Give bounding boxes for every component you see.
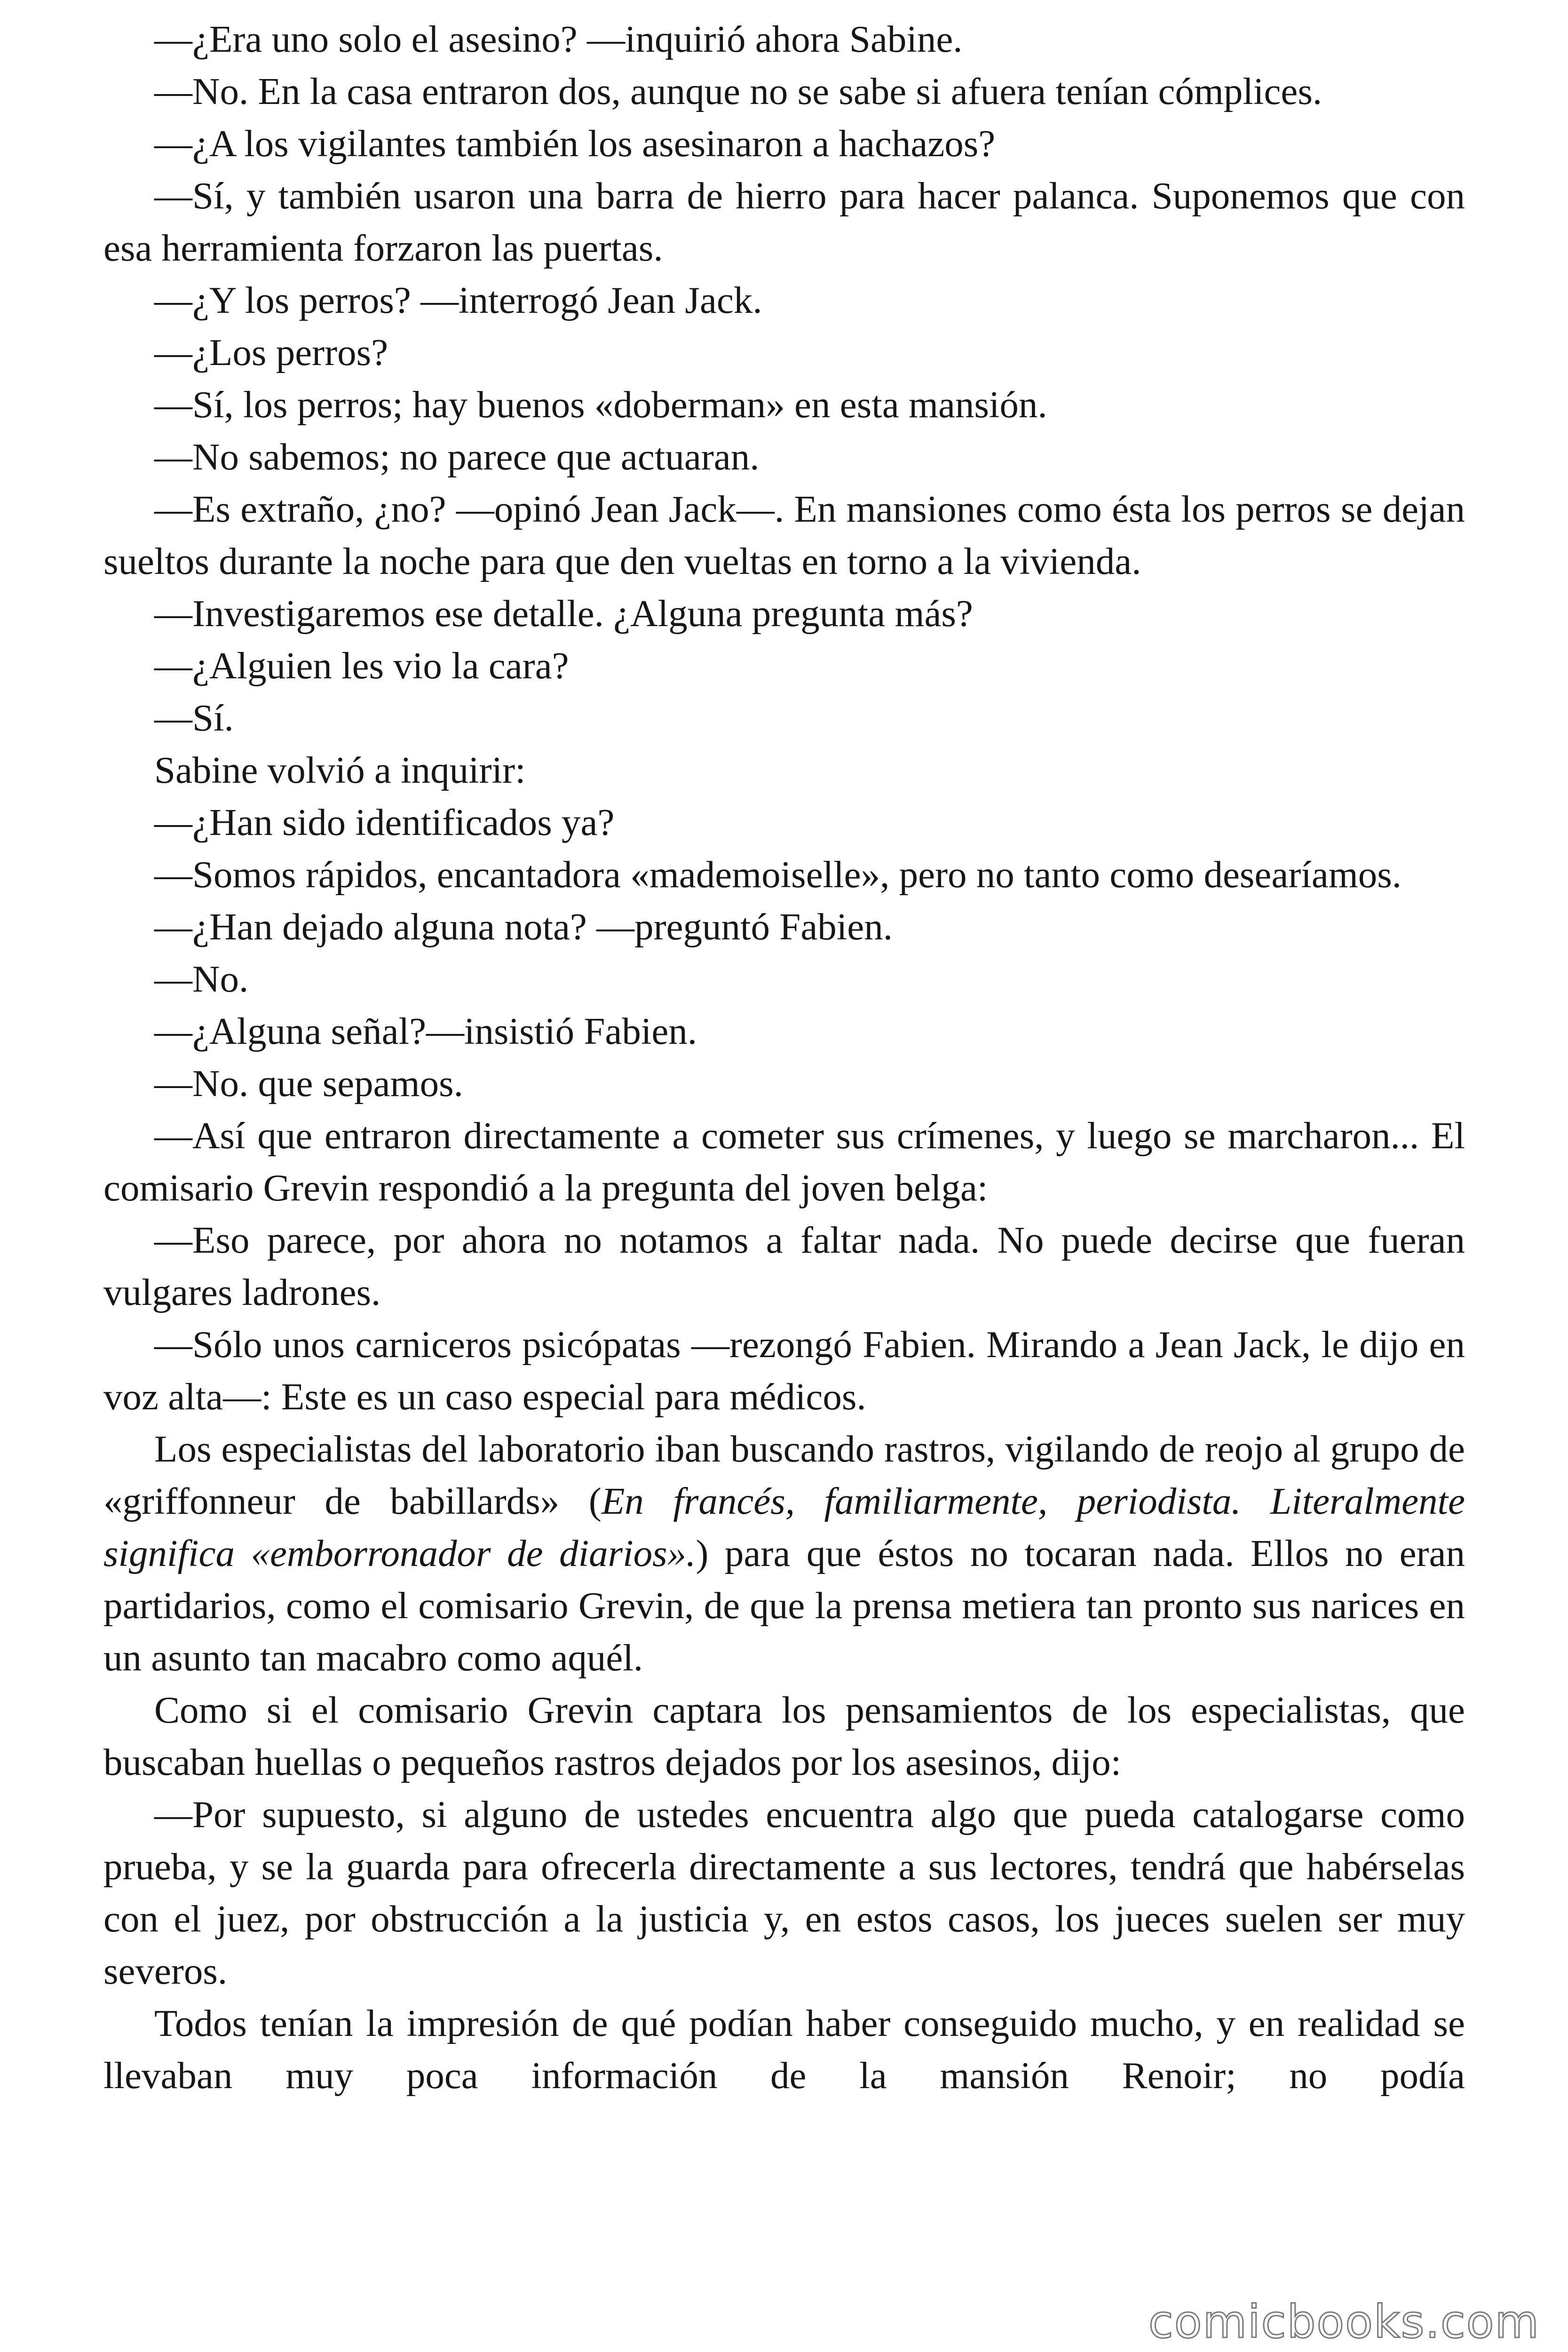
paragraph: —Así que entraron directamente a cometer sus crímenes, y luego se marcharon... El comisario Grevin respondió a la pregunta del joven belga: <box>103 1114 1465 1209</box>
paragraph: —¿Han sido identificados ya? <box>154 801 615 843</box>
paragraph: —Sólo unos carniceros psicópatas —rezongó Fabien. Mirando a Jean Jack, le dijo en voz alta—: Este es un caso especial para médicos. <box>103 1323 1465 1418</box>
inline-translation-note: En francés, familiarmente, periodista. Literalmente significa «emborronador de diarios». <box>103 1480 1465 1574</box>
paragraph: Como si el comisario Grevin captara los pensamientos de los especialistas, que buscaban huellas o pequeños rastros dejados por los asesinos, dijo: <box>103 1689 1465 1783</box>
paragraph-text: Los especialistas del laboratorio iban buscando rastros, vigilando de reojo al grupo de «griffonneur de babillards» ( <box>103 1428 1465 1522</box>
paragraph-text: ) para que éstos no tocaran nada. Ellos no eran partidarios, como el comisario Grevin, de que la prensa metiera tan pronto sus narices en un asunto tan macabro como aquél. <box>103 1532 1465 1679</box>
paragraph: —¿Los perros? <box>154 331 388 373</box>
paragraph: —Eso parece, por ahora no notamos a faltar nada. No puede decirse que fueran vulgares ladrones. <box>103 1219 1465 1313</box>
paragraph-with-footnote <box>103 1423 1465 1684</box>
paragraph: —No. que sepamos. <box>154 1062 463 1104</box>
page-body <box>103 13 1465 2102</box>
paragraph: —No. En la casa entraron dos, aunque no se sabe si afuera tenían cómplices. <box>154 70 1323 112</box>
paragraph: —Sí, los perros; hay buenos «doberman» en esta mansión. <box>154 383 1047 426</box>
paragraph: —No. <box>154 958 249 1000</box>
paragraph-continued: Todos tenían la impresión de qué podían haber conseguido mucho, y en realidad se llevaban muy poca información de la mansión Renoir; no podía <box>103 2002 1465 2097</box>
paragraph: Sabine volvió a inquirir: <box>154 749 526 791</box>
paragraph: —¿Han dejado alguna nota? —preguntó Fabien. <box>154 906 893 948</box>
paragraph: —Somos rápidos, encantadora «mademoiselle», pero no tanto como desearíamos. <box>154 853 1402 896</box>
paragraph: —Sí, y también usaron una barra de hierro para hacer palanca. Suponemos que con esa herramienta forzaron las puertas. <box>103 175 1465 269</box>
paragraph: —Investigaremos ese detalle. ¿Alguna pregunta más? <box>154 592 973 635</box>
paragraph: —Por supuesto, si alguno de ustedes encuentra algo que pueda catalogarse como prueba, y se la guarda para ofrecerla directamente a sus lectores, tendrá que habérselas con el juez, por obstrucción a la justicia y, en estos casos, los jueces suelen ser muy severos. <box>103 1793 1465 1992</box>
watermark: comicbooks.com <box>1148 2296 1540 2348</box>
paragraph: —¿Alguien les vio la cara? <box>154 644 569 687</box>
paragraph: —¿A los vigilantes también los asesinaron a hachazos? <box>154 122 996 165</box>
paragraph: —Sí. <box>154 697 234 739</box>
paragraph: —¿Y los perros? —interrogó Jean Jack. <box>154 279 762 321</box>
paragraph: —No sabemos; no parece que actuaran. <box>154 436 760 478</box>
paragraph: —¿Alguna señal?—insistió Fabien. <box>154 1010 697 1052</box>
paragraph: —¿Era uno solo el asesino? —inquirió ahora Sabine. <box>154 18 963 60</box>
paragraph: —Es extraño, ¿no? —opinó Jean Jack—. En mansiones como ésta los perros se dejan sueltos durante la noche para que den vueltas en torno a la vivienda. <box>103 488 1465 582</box>
